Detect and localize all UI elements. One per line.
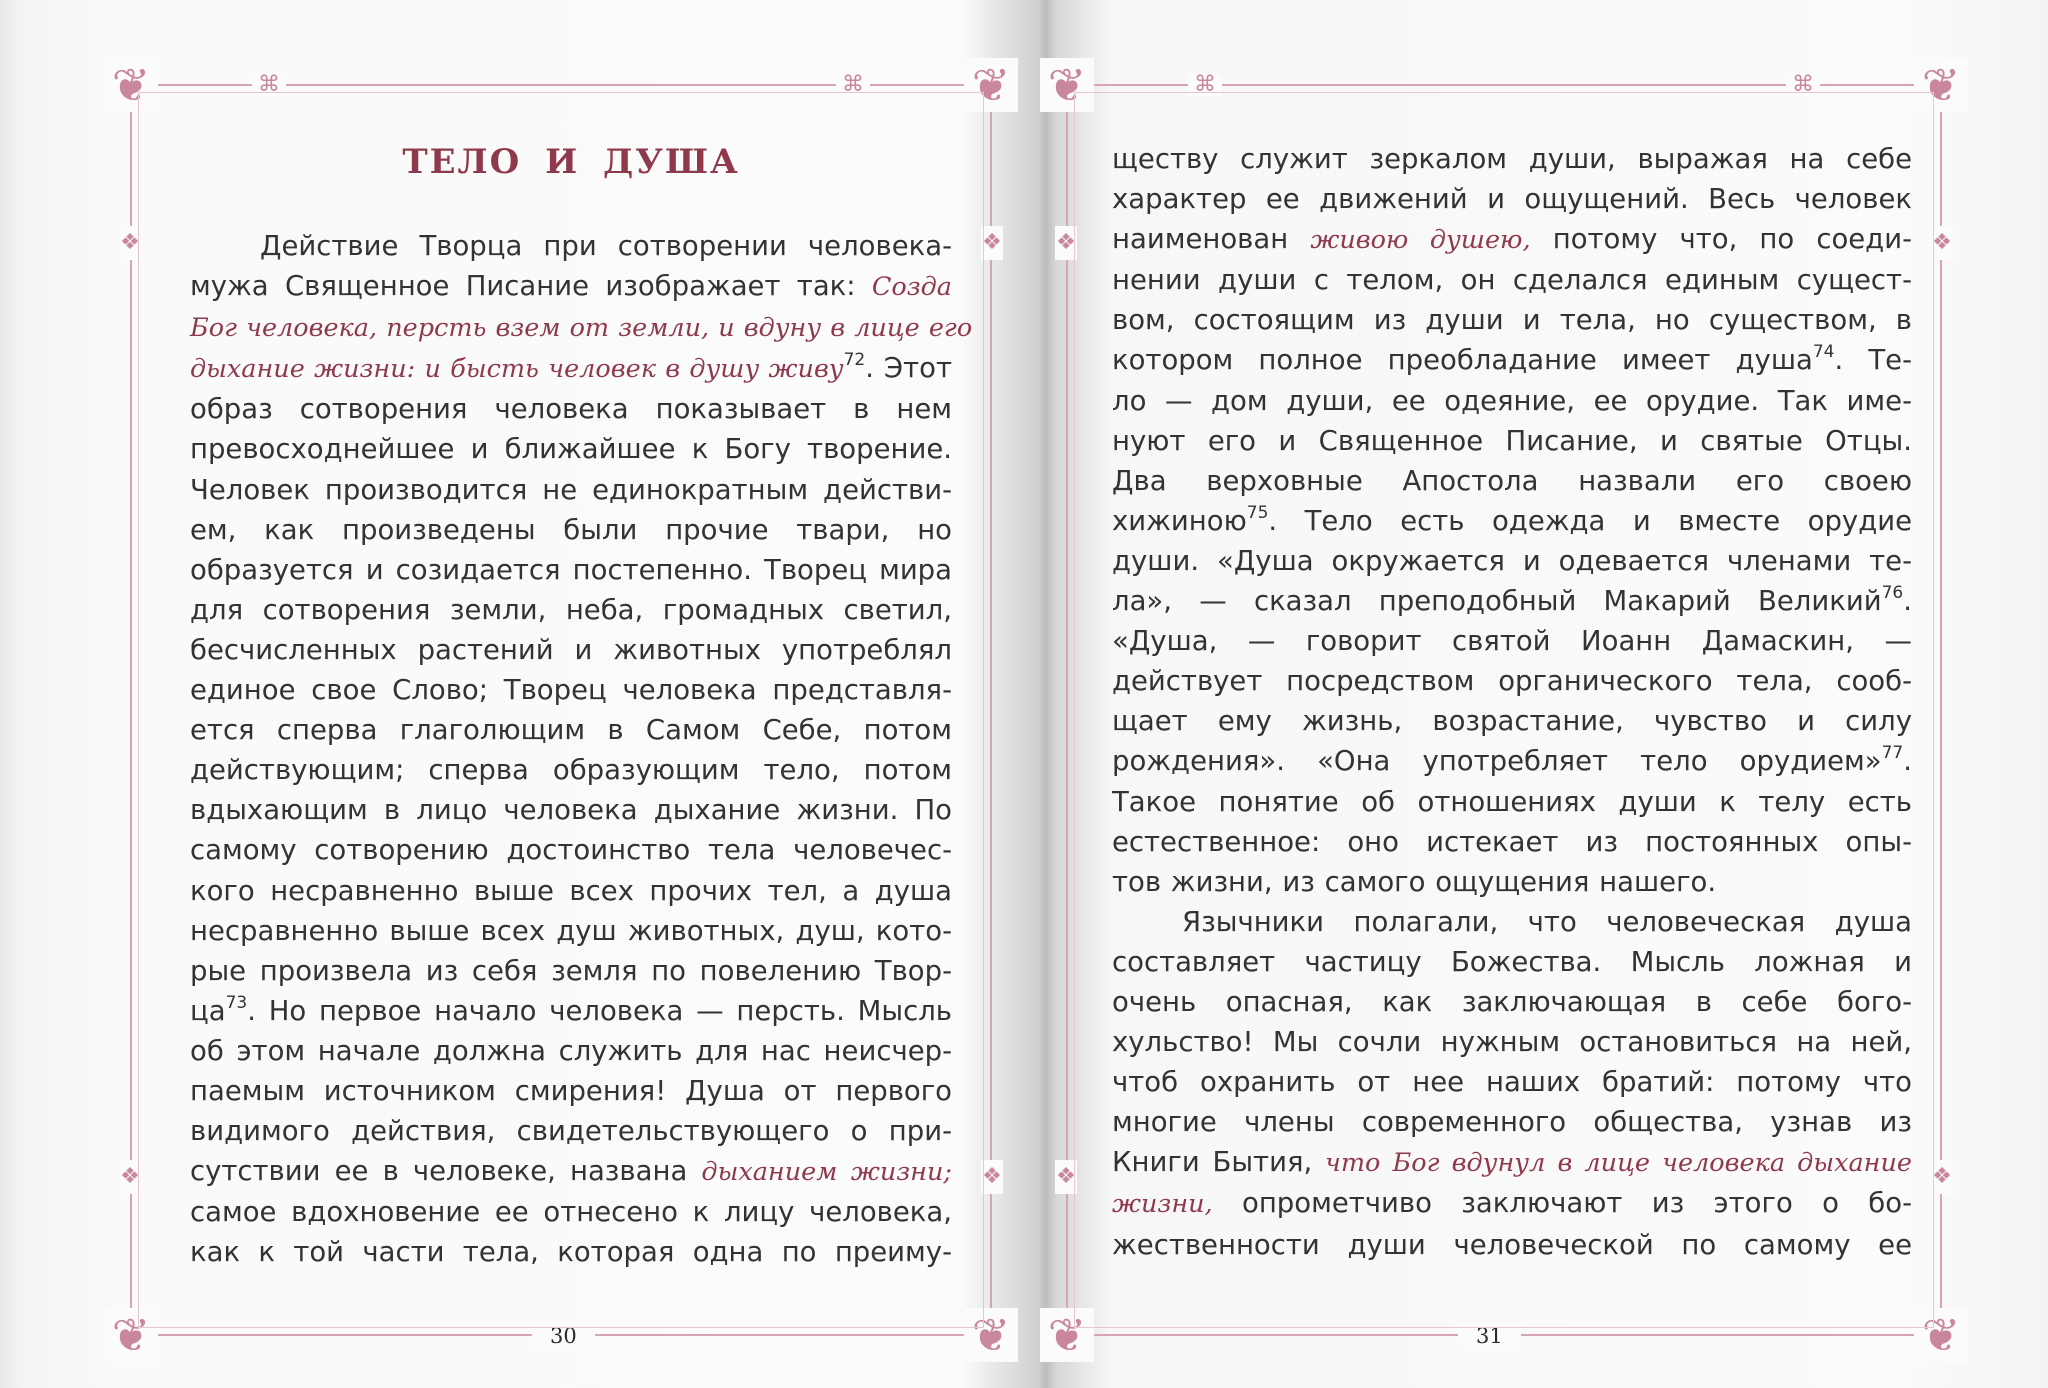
line-text: ем, как произведены были прочие твари, но bbox=[190, 513, 952, 546]
text-line bbox=[190, 389, 952, 429]
line-text: нуют его и Священное Писание, и святые Отцы. bbox=[1112, 424, 1912, 457]
text-line bbox=[1112, 1022, 1912, 1062]
text-line bbox=[190, 226, 952, 266]
line-text: . bbox=[1903, 745, 1912, 778]
corner-ornament-icon: ❦ bbox=[964, 58, 1018, 112]
line-text: образуется и созидается постепенно. Творец мира bbox=[190, 553, 952, 586]
line-text: ла», — сказал преподобный Макарий Великий bbox=[1112, 585, 1882, 618]
line-text: вдыхающим в лицо человека дыхание жизни. По bbox=[190, 794, 952, 827]
line-text: щает ему жизнь, возрастание, чувство и силу bbox=[1112, 705, 1912, 738]
text-line bbox=[1112, 1225, 1912, 1265]
footnote-ref: 76 bbox=[1881, 582, 1904, 603]
frame-ornament-icon: ❖ bbox=[1055, 1160, 1077, 1194]
text-line bbox=[1112, 1183, 1912, 1224]
line-text: Человек производится не единократным действи- bbox=[190, 473, 952, 506]
text-line bbox=[190, 670, 952, 710]
text-line bbox=[1112, 822, 1912, 862]
text-line bbox=[1112, 942, 1912, 982]
line-text: нении души с телом, он сделался единым сущест- bbox=[1112, 264, 1912, 297]
line-text: многие члены современного общества, узнав из bbox=[1112, 1106, 1912, 1139]
scripture-quote: дыханием жизни; bbox=[701, 1157, 952, 1188]
line-text: чтоб охранить от нее наших братий: потому что bbox=[1112, 1066, 1912, 1099]
text-line bbox=[1112, 661, 1912, 701]
frame-ornament-icon: ❖ bbox=[1055, 226, 1077, 260]
line-text: потому что, по соеди- bbox=[1530, 223, 1912, 256]
footnote-ref: 73 bbox=[225, 992, 248, 1013]
frame-ornament-icon: ⌘ bbox=[1786, 74, 1820, 96]
text-line bbox=[1112, 902, 1912, 942]
body-text bbox=[190, 226, 973, 1272]
line-text: . Тело есть одежда и вместе орудие bbox=[1268, 504, 1912, 537]
scripture-quote: Бог человека, персть взем от земли, и вдуну в лице его bbox=[190, 313, 973, 344]
line-text: Два верховные Апостола назвали его своею bbox=[1112, 464, 1912, 497]
scripture-quote: жизни, bbox=[1112, 1189, 1213, 1220]
scripture-quote: что Бог вдунул в лице человека дыхание bbox=[1325, 1148, 1912, 1179]
line-text: паемым источником смирения! Душа от первого bbox=[190, 1074, 952, 1107]
line-text: Действие Творца при сотворении человека- bbox=[260, 230, 952, 262]
text-line bbox=[190, 1232, 952, 1272]
corner-ornament-icon: ❦ bbox=[964, 1308, 1018, 1362]
chapter-title: ТЕЛО И ДУША bbox=[402, 142, 740, 182]
line-text: хульство! Мы сочли нужным остановиться на ней, bbox=[1112, 1026, 1912, 1059]
line-text: единое свое Слово; Творец человека представля- bbox=[190, 674, 952, 707]
frame-ornament-icon: ❖ bbox=[1931, 1160, 1953, 1194]
text-line bbox=[1112, 139, 1912, 179]
text-line bbox=[1112, 461, 1912, 501]
line-text: . bbox=[1903, 585, 1912, 618]
text-line bbox=[190, 429, 952, 469]
text-line bbox=[190, 710, 952, 750]
line-text: самому сотворению достоинство тела человечес- bbox=[190, 834, 952, 867]
corner-ornament-icon: ❦ bbox=[1040, 58, 1094, 112]
line-text: жественности души человеческой по самому ее bbox=[1112, 1228, 1912, 1261]
corner-ornament-icon: ❦ bbox=[1914, 58, 1968, 112]
line-text: ществу служит зеркалом души, выражая на себе bbox=[1112, 143, 1912, 175]
footnote-ref: 75 bbox=[1246, 502, 1269, 523]
line-text: Язычники полагали, что человеческая душа bbox=[1182, 905, 1912, 938]
scripture-quote: Созда bbox=[871, 272, 952, 303]
line-text: как к той части тела, которая одна по преиму- bbox=[190, 1236, 952, 1269]
line-text: составляет частицу Божества. Мысль ложная и bbox=[1112, 945, 1912, 978]
text-line bbox=[190, 510, 952, 550]
text-line bbox=[1112, 862, 1912, 902]
corner-ornament-icon: ❦ bbox=[1040, 1308, 1094, 1362]
scripture-quote: живою душею, bbox=[1310, 225, 1531, 256]
text-line bbox=[190, 1031, 952, 1071]
text-line bbox=[190, 1111, 952, 1151]
line-text: кого несравненно выше всех прочих тел, а душа bbox=[190, 874, 952, 907]
line-text: «Душа, — говорит святой Иоанн Дамаскин, — bbox=[1112, 625, 1912, 658]
line-text: ется сперва глаголющим в Самом Себе, потом bbox=[190, 714, 952, 747]
text-line bbox=[1112, 741, 1912, 781]
footnote-ref: 72 bbox=[843, 350, 866, 371]
line-text: рождения». «Она употребляет тело орудием» bbox=[1112, 745, 1882, 778]
line-text: самое вдохновение ее отнесено к лицу человека, bbox=[190, 1196, 952, 1229]
text-line bbox=[1112, 581, 1912, 621]
text-line bbox=[190, 590, 952, 630]
text-line bbox=[1112, 219, 1912, 260]
corner-ornament-icon: ❦ bbox=[104, 1308, 158, 1362]
text-line bbox=[190, 991, 952, 1031]
frame-ornament-icon: ⌘ bbox=[836, 74, 870, 96]
line-text: сутствии ее в человеке, названа bbox=[190, 1155, 702, 1188]
page-number: 30 bbox=[532, 1322, 595, 1350]
line-text: видимого действия, свидетельствующего о при- bbox=[190, 1115, 952, 1148]
text-line bbox=[190, 1071, 952, 1111]
line-text: . Те- bbox=[1834, 344, 1912, 377]
text-line bbox=[190, 1151, 952, 1192]
line-text: ца bbox=[190, 994, 226, 1027]
line-text: образ сотворения человека показывает в нем bbox=[190, 393, 952, 426]
line-text: несравненно выше всех душ животных, душ, кото- bbox=[190, 914, 952, 947]
frame-ornament-icon: ❖ bbox=[119, 1160, 141, 1194]
footnote-ref: 77 bbox=[1881, 743, 1904, 764]
text-line bbox=[1112, 501, 1912, 541]
frame-ornament-icon: ❖ bbox=[981, 1160, 1003, 1194]
text-line bbox=[1112, 340, 1912, 380]
line-text: . Этот bbox=[865, 352, 952, 385]
text-line bbox=[190, 266, 952, 307]
text-line bbox=[1112, 260, 1912, 300]
body-text bbox=[1112, 139, 1912, 1265]
line-text: об этом начале должна служить для нас неисчер- bbox=[190, 1034, 952, 1067]
line-text: Книги Бытия, bbox=[1112, 1146, 1326, 1179]
text-line bbox=[1112, 421, 1912, 461]
frame-ornament-icon: ❖ bbox=[981, 226, 1003, 260]
corner-ornament-icon: ❦ bbox=[104, 58, 158, 112]
line-text: вом, состоящим из души и тела, но существом, в bbox=[1112, 304, 1912, 337]
text-line bbox=[190, 750, 952, 790]
frame-ornament-icon: ❖ bbox=[119, 226, 141, 260]
text-line bbox=[190, 790, 952, 830]
text-line bbox=[190, 550, 952, 590]
line-text: души. «Душа окружается и одевается членами те- bbox=[1112, 544, 1912, 577]
text-line bbox=[1112, 621, 1912, 661]
line-text: . Но первое начало человека — персть. Мысль bbox=[247, 994, 952, 1027]
line-text: для сотворения земли, неба, громадных светил, bbox=[190, 593, 952, 626]
text-line bbox=[1112, 300, 1912, 340]
text-line bbox=[1112, 701, 1912, 741]
page-number: 31 bbox=[1458, 1322, 1521, 1350]
line-text: естественное: оно истекает из постоянных опы- bbox=[1112, 825, 1912, 858]
line-text: хижиною bbox=[1112, 504, 1247, 537]
text-line bbox=[190, 830, 952, 870]
line-text: опрометчиво заключают из этого о бо- bbox=[1212, 1187, 1912, 1220]
text-line bbox=[190, 1192, 952, 1232]
scripture-quote: дыхание жизни: и бысть человек в душу живу bbox=[190, 354, 844, 385]
text-line bbox=[190, 871, 952, 911]
text-line bbox=[190, 348, 952, 389]
line-text: ло — дом души, ее одеяние, ее орудие. Так име- bbox=[1112, 384, 1912, 417]
text-line bbox=[1112, 381, 1912, 421]
text-line bbox=[190, 911, 952, 951]
text-line bbox=[1112, 1062, 1912, 1102]
text-line bbox=[1112, 782, 1912, 822]
text-line bbox=[190, 951, 952, 991]
frame-ornament-icon: ❖ bbox=[1931, 226, 1953, 260]
line-text: тов жизни, из самого ощущения нашего. bbox=[1112, 865, 1717, 898]
text-line bbox=[1112, 982, 1912, 1022]
corner-ornament-icon: ❦ bbox=[1914, 1308, 1968, 1362]
line-text: очень опасная, как заключающая в себе бого- bbox=[1112, 985, 1912, 1018]
frame-ornament-icon: ⌘ bbox=[1188, 74, 1222, 96]
text-line bbox=[1112, 179, 1912, 219]
line-text: бесчисленных растений и животных употреблял bbox=[190, 633, 952, 666]
line-text: рые произвела из себя земля по повелению Твор- bbox=[190, 954, 952, 987]
text-line bbox=[1112, 541, 1912, 581]
line-text: действующим; сперва образующим тело, потом bbox=[190, 754, 952, 787]
text-line bbox=[1112, 1102, 1912, 1142]
right-page bbox=[1024, 0, 2048, 1388]
line-text: действует посредством органического тела, сооб- bbox=[1112, 665, 1912, 698]
line-text: характер ее движений и ощущений. Весь человек bbox=[1112, 183, 1912, 216]
line-text: мужа Священное Писание изображает так: bbox=[190, 270, 872, 303]
text-line bbox=[190, 470, 952, 510]
line-text: превосходнейшее и ближайшее к Богу творение. bbox=[190, 433, 952, 466]
frame-ornament-icon: ⌘ bbox=[252, 74, 286, 96]
line-text: котором полное преобладание имеет душа bbox=[1112, 344, 1813, 377]
line-text: Такое понятие об отношениях души к телу есть bbox=[1112, 785, 1912, 818]
line-text: наименован bbox=[1112, 223, 1311, 256]
text-line bbox=[190, 307, 973, 348]
text-line bbox=[190, 630, 952, 670]
text-line bbox=[1112, 1142, 1912, 1183]
footnote-ref: 74 bbox=[1812, 342, 1835, 363]
